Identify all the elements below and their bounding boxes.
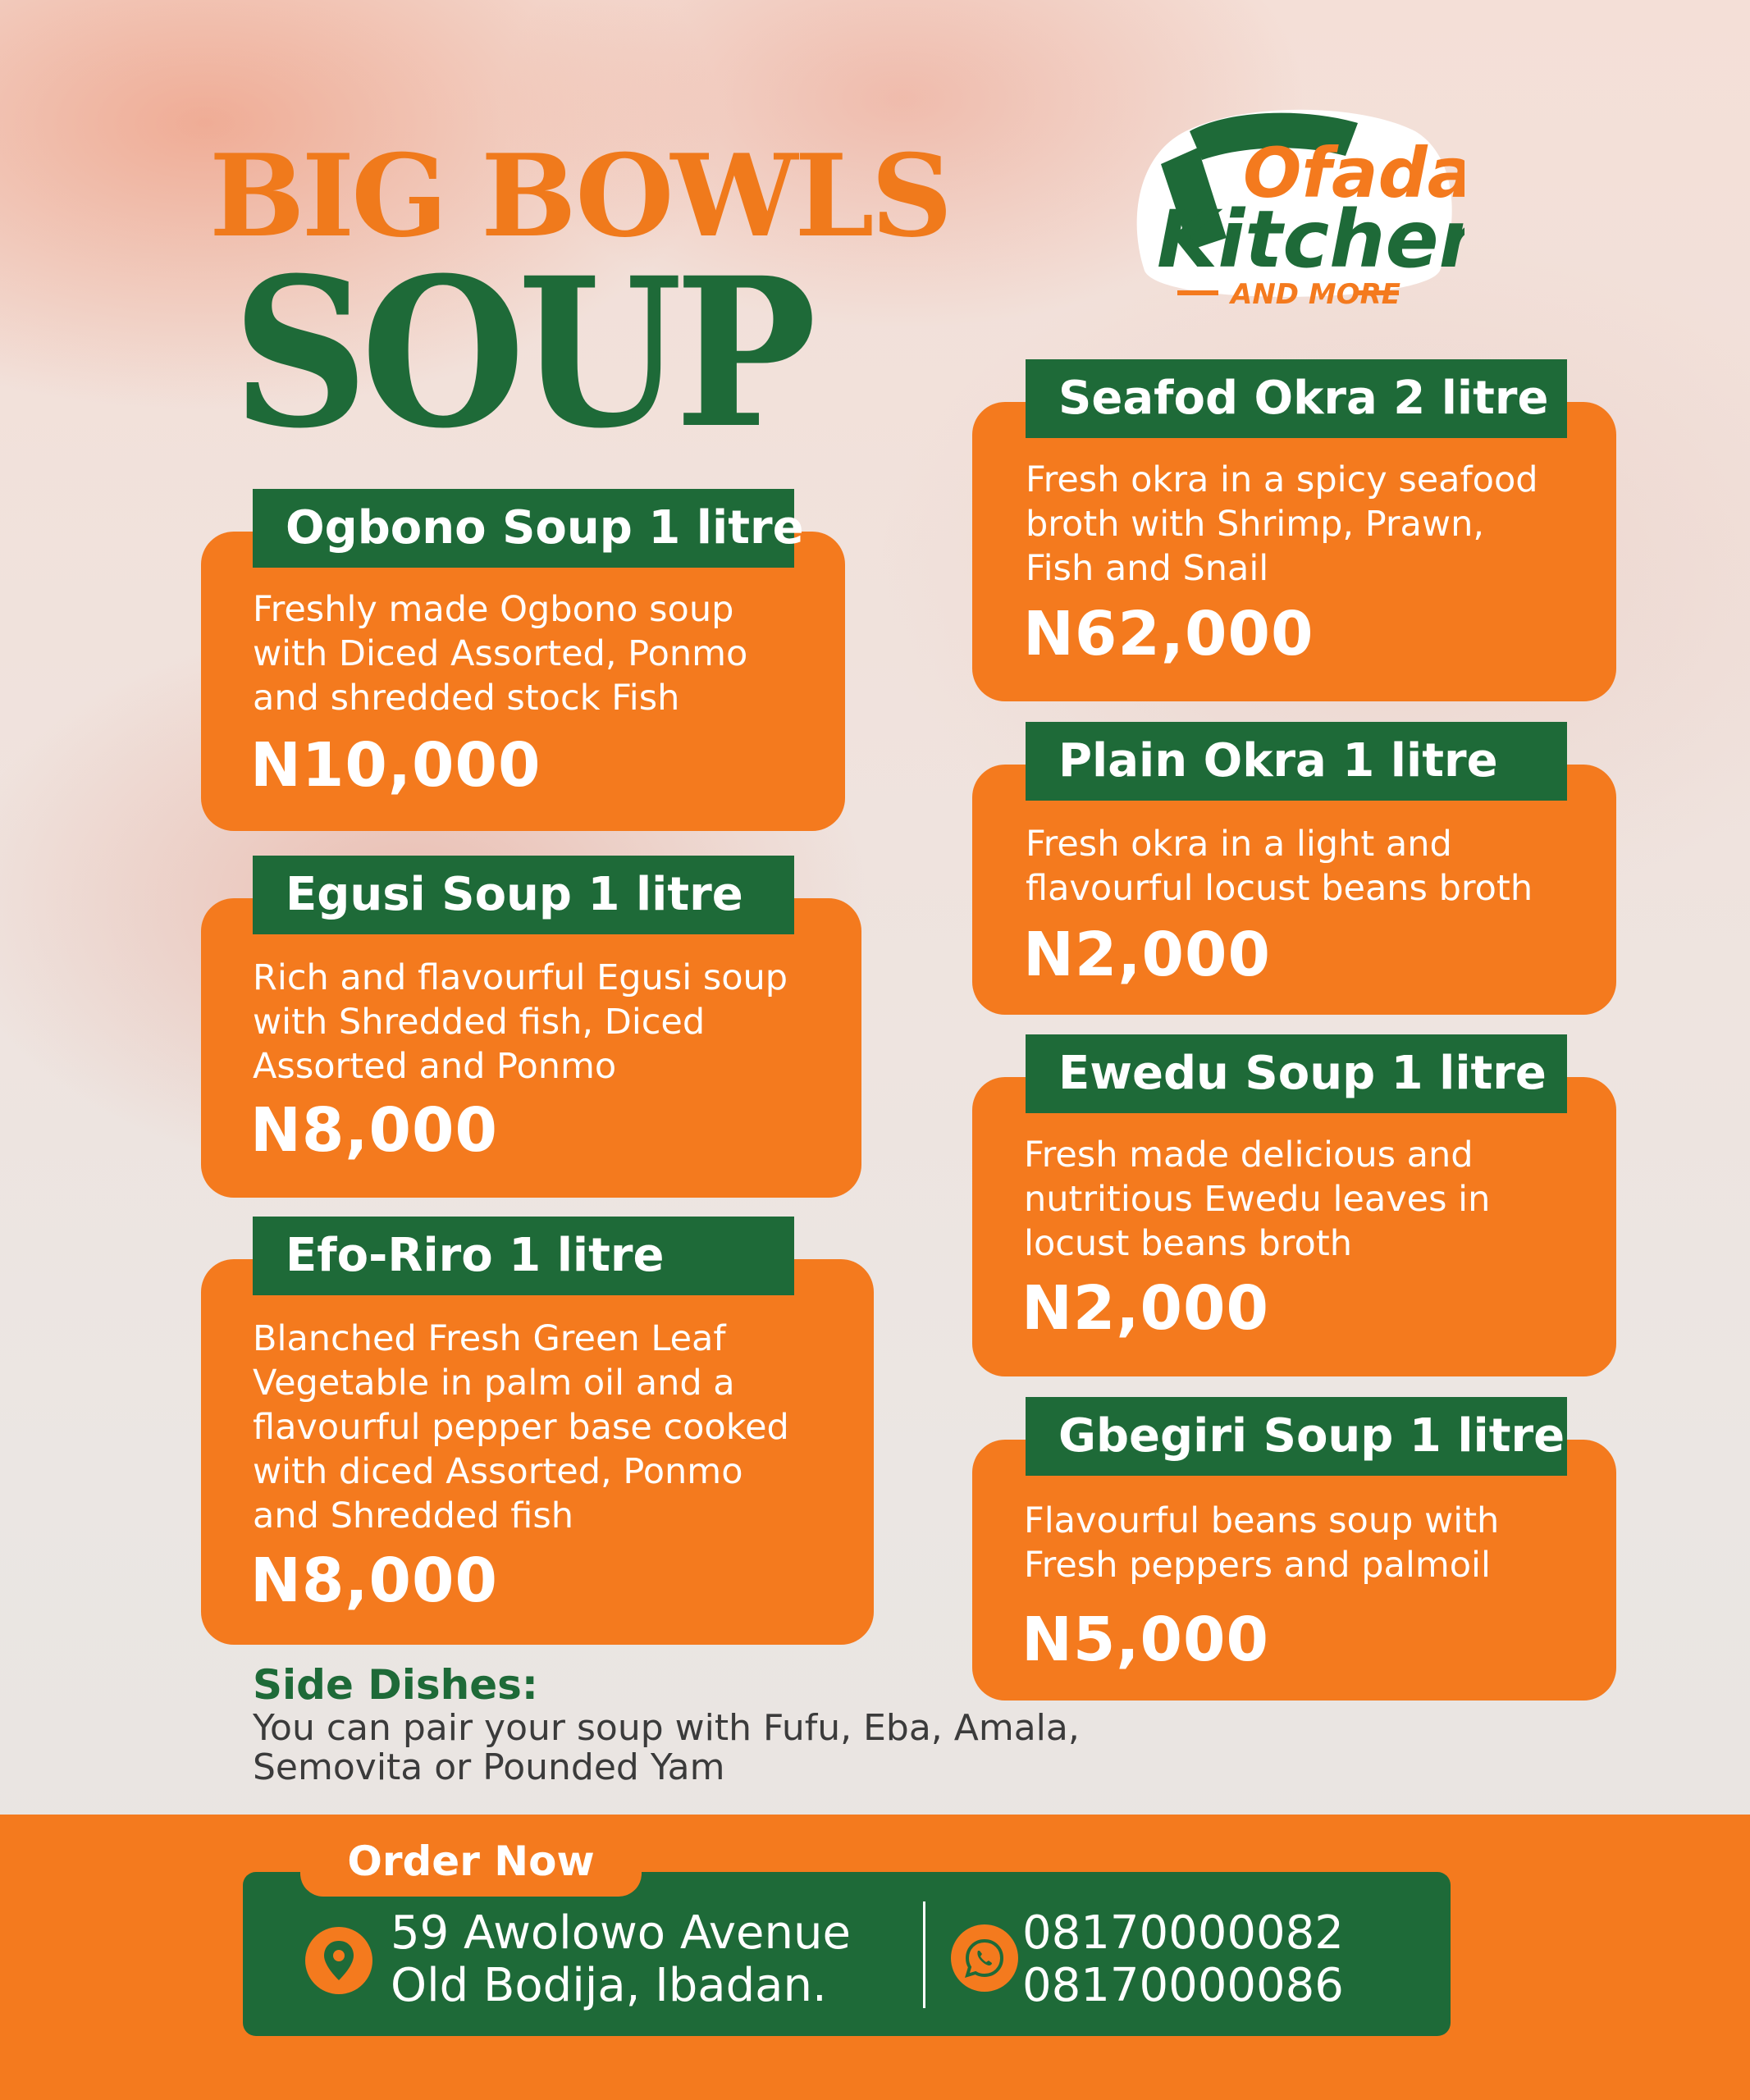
menu-title-ogbono: Ogbono Soup 1 litre xyxy=(253,489,794,568)
menu-description-line: Assorted and Ponmo xyxy=(253,1046,617,1087)
menu-description-line: Fresh okra in a spicy seafood xyxy=(1026,459,1538,500)
title-line-1: BIG BOWLS xyxy=(209,129,950,262)
menu-title-plain-okra: Plain Okra 1 litre xyxy=(1026,722,1567,801)
menu-title-seafood-okra: Seafod Okra 2 litre xyxy=(1026,359,1567,438)
menu-description-line: with diced Assorted, Ponmo xyxy=(253,1451,743,1492)
menu-card-gbegiri xyxy=(972,1440,1616,1701)
phone-numbers xyxy=(1022,1907,1344,2012)
menu-description-line: with Shredded fish, Diced xyxy=(253,1002,706,1043)
menu-description-line: and shredded stock Fish xyxy=(253,678,680,719)
location-pin-icon xyxy=(305,1927,372,1994)
svg-text:Kitchen: Kitchen xyxy=(1157,194,1464,285)
menu-price: N62,000 xyxy=(1023,599,1314,669)
menu-description-line: flavourful locust beans broth xyxy=(1026,868,1533,909)
menu-description-line: Fresh okra in a light and xyxy=(1026,824,1452,865)
menu-price: N10,000 xyxy=(250,730,541,801)
menu-title-efo-riro: Efo-Riro 1 litre xyxy=(253,1217,794,1295)
menu-title-egusi: Egusi Soup 1 litre xyxy=(253,856,794,934)
order-now-label[interactable]: Order Now xyxy=(300,1826,642,1897)
menu-description-line: flavourful pepper base cooked xyxy=(253,1407,789,1448)
menu-description-line: Fresh peppers and palmoil xyxy=(1024,1545,1491,1586)
address xyxy=(391,1907,851,2012)
menu-description-line: Rich and flavourful Egusi soup xyxy=(253,957,788,998)
menu-card-ogbono xyxy=(201,532,845,831)
svg-text:Ofada: Ofada xyxy=(1243,133,1464,213)
title-line-2: SOUP xyxy=(232,232,810,473)
menu-price: N5,000 xyxy=(1021,1605,1269,1675)
menu-description-line: Freshly made Ogbono soup xyxy=(253,589,734,630)
menu-price: N2,000 xyxy=(1023,920,1271,990)
menu-description-line: Vegetable in palm oil and a xyxy=(253,1363,735,1404)
menu-description-line: broth with Shrimp, Prawn, xyxy=(1026,504,1484,545)
address-line-1: 59 Awolowo Avenue xyxy=(391,1906,851,1960)
phone-number-2[interactable]: 08170000086 xyxy=(1022,1959,1344,2012)
svg-text:AND MORE: AND MORE xyxy=(1231,278,1400,311)
side-dishes-title: Side Dishes: xyxy=(253,1661,538,1709)
address-line-2: Old Bodija, Ibadan. xyxy=(391,1959,827,2012)
menu-card-plain-okra xyxy=(972,765,1616,1015)
menu-title-ewedu: Ewedu Soup 1 litre xyxy=(1026,1034,1567,1113)
phone-number-1[interactable]: 08170000082 xyxy=(1022,1906,1344,1960)
menu-card-ewedu xyxy=(972,1077,1616,1376)
menu-price: N2,000 xyxy=(1021,1273,1269,1344)
menu-card-seafood-okra xyxy=(972,402,1616,701)
side-dishes-line: You can pair your soup with Fufu, Eba, Amala, xyxy=(253,1707,1080,1749)
logo-graphic xyxy=(1112,98,1464,328)
menu-price: N8,000 xyxy=(250,1545,498,1616)
menu-description-line: nutritious Ewedu leaves in xyxy=(1024,1179,1491,1220)
menu-description-line: and Shredded fish xyxy=(253,1495,574,1536)
contact-divider xyxy=(923,1901,925,2008)
menu-description-line: Fish and Snail xyxy=(1026,548,1269,589)
menu-price: N8,000 xyxy=(250,1095,498,1166)
menu-title-gbegiri: Gbegiri Soup 1 litre xyxy=(1026,1397,1567,1476)
ofada-kitchen-logo xyxy=(1112,98,1464,328)
menu-description-line: Fresh made delicious and xyxy=(1024,1134,1474,1176)
menu-description-line: Flavourful beans soup with xyxy=(1024,1500,1500,1541)
menu-card-egusi xyxy=(201,898,861,1198)
side-dishes-line: Semovita or Pounded Yam xyxy=(253,1746,725,1788)
menu-description-line: with Diced Assorted, Ponmo xyxy=(253,633,748,674)
menu-description-line: Blanched Fresh Green Leaf xyxy=(253,1318,726,1359)
whatsapp-icon[interactable] xyxy=(951,1924,1018,1992)
menu-description-line: locust beans broth xyxy=(1024,1223,1352,1264)
menu-card-efo-riro xyxy=(201,1259,874,1645)
